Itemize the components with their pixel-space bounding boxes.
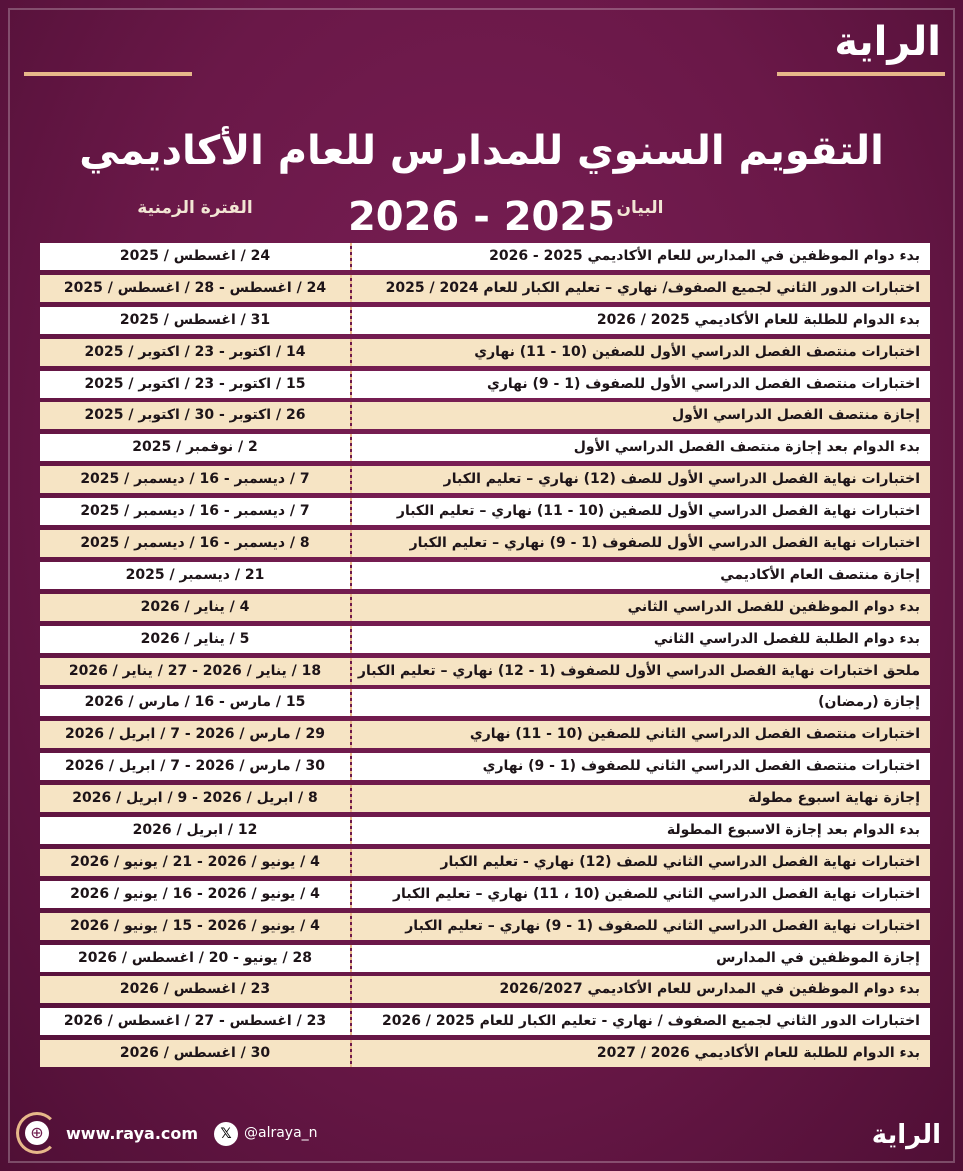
period-cell: 24 / اغسطس - 28 / اغسطس / 2025 xyxy=(40,275,350,302)
period-cell: 4 / يونيو / 2026 - 15 / يونيو / 2026 xyxy=(40,913,350,940)
table-row xyxy=(40,498,930,525)
top-accent-line-left xyxy=(24,72,192,76)
table-row xyxy=(40,913,930,940)
period-cell: 24 / اغسطس / 2025 xyxy=(40,243,350,270)
period-cell: 29 / مارس / 2026 - 7 / ابريل / 2026 xyxy=(40,721,350,748)
description-cell: بدء دوام الطلبة للفصل الدراسي الثاني xyxy=(352,626,930,653)
description-cell: اختبارات منتصف الفصل الدراسي الأول للصفوف (1 - 9) نهاري xyxy=(352,371,930,398)
description-cell: بدء دوام الموظفين للفصل الدراسي الثاني xyxy=(352,594,930,621)
period-cell: 15 / مارس - 16 / مارس / 2026 xyxy=(40,689,350,716)
description-cell: اختبارات نهاية الفصل الدراسي الأول للصفين (10 - 11) نهاري – تعليم الكبار xyxy=(352,498,930,525)
description-cell: اختبارات نهاية الفصل الدراسي الثاني للصف (12) نهاري - تعليم الكبار xyxy=(352,849,930,876)
period-cell: 12 / ابريل / 2026 xyxy=(40,817,350,844)
period-cell: 26 / اكتوبر - 30 / اكتوبر / 2025 xyxy=(40,402,350,429)
calendar-table xyxy=(40,243,930,1072)
description-cell: إجازة منتصف العام الأكاديمي xyxy=(352,562,930,589)
table-row xyxy=(40,1008,930,1035)
table-row xyxy=(40,339,930,366)
description-cell: بدء الدوام بعد إجازة منتصف الفصل الدراسي الأول xyxy=(352,434,930,461)
description-cell: بدء دوام الموظفين في المدارس للعام الأكاديمي 2026/2027 xyxy=(352,976,930,1003)
table-row xyxy=(40,753,930,780)
description-cell: إجازة منتصف الفصل الدراسي الأول xyxy=(352,402,930,429)
table-row xyxy=(40,594,930,621)
footer-logo-text: الراية xyxy=(871,1120,941,1150)
period-cell: 4 / يناير / 2026 xyxy=(40,594,350,621)
period-cell: 8 / ابريل / 2026 - 9 / ابريل / 2026 xyxy=(40,785,350,812)
period-cell: 18 / يناير / 2026 - 27 / يناير / 2026 xyxy=(40,658,350,685)
table-row xyxy=(40,466,930,493)
table-row xyxy=(40,562,930,589)
period-cell: 23 / اغسطس / 2026 xyxy=(40,976,350,1003)
description-cell: إجازة الموظفين في المدارس xyxy=(352,945,930,972)
period-cell: 31 / اغسطس / 2025 xyxy=(40,307,350,334)
period-cell: 7 / ديسمبر - 16 / ديسمبر / 2025 xyxy=(40,498,350,525)
table-row xyxy=(40,434,930,461)
description-cell: بدء الدوام بعد إجازة الاسبوع المطولة xyxy=(352,817,930,844)
description-cell: اختبارات الدور الثاني لجميع الصفوف/ نهاري – تعليم الكبار للعام 2024 / 2025 xyxy=(352,275,930,302)
description-cell: اختبارات نهاية الفصل الدراسي الثاني للصفوف (1 - 9) نهاري – تعليم الكبار xyxy=(352,913,930,940)
description-cell: اختبارات منتصف الفصل الدراسي الثاني للصفوف (1 - 9) نهاري xyxy=(352,753,930,780)
description-cell: بدء دوام الموظفين في المدارس للعام الأكاديمي 2025 - 2026 xyxy=(352,243,930,270)
description-cell: اختبارات منتصف الفصل الدراسي الثاني للصفين (10 - 11) نهاري xyxy=(352,721,930,748)
globe-icon: ⊕ xyxy=(16,1112,58,1154)
period-cell: 30 / مارس / 2026 - 7 / ابريل / 2026 xyxy=(40,753,350,780)
table-row xyxy=(40,817,930,844)
table-row xyxy=(40,275,930,302)
description-cell: بدء الدوام للطلبة للعام الأكاديمي 2026 / 2027 xyxy=(352,1040,930,1067)
table-row xyxy=(40,530,930,557)
table-row xyxy=(40,849,930,876)
brand-logo xyxy=(819,18,941,66)
description-cell: اختبارات الدور الثاني لجميع الصفوف / نهاري - تعليم الكبار للعام 2025 / 2026 xyxy=(352,1008,930,1035)
brand-logo-text: الراية xyxy=(834,19,941,65)
table-row xyxy=(40,976,930,1003)
description-cell: إجازة (رمضان) xyxy=(352,689,930,716)
period-cell: 5 / يناير / 2026 xyxy=(40,626,350,653)
header-description: البيان xyxy=(616,198,664,218)
website-link[interactable]: www.raya.com xyxy=(66,1124,199,1143)
period-cell: 4 / يونيو / 2026 - 21 / يونيو / 2026 xyxy=(40,849,350,876)
description-cell: بدء الدوام للطلبة للعام الأكاديمي 2025 / 2026 xyxy=(352,307,930,334)
description-cell: اختبارات منتصف الفصل الدراسي الأول للصفين (10 - 11) نهاري xyxy=(352,339,930,366)
period-cell: 30 / اغسطس / 2026 xyxy=(40,1040,350,1067)
x-logo-icon[interactable]: 𝕏 xyxy=(214,1122,238,1146)
period-cell: 21 / ديسمبر / 2025 xyxy=(40,562,350,589)
period-cell: 4 / يونيو / 2026 - 16 / يونيو / 2026 xyxy=(40,881,350,908)
top-accent-line-right xyxy=(777,72,945,76)
period-cell: 8 / ديسمبر - 16 / ديسمبر / 2025 xyxy=(40,530,350,557)
table-row xyxy=(40,371,930,398)
table-row xyxy=(40,689,930,716)
table-row xyxy=(40,243,930,270)
description-cell: ملحق اختبارات نهاية الفصل الدراسي الأول للصفوف (1 - 12) نهاري – تعليم الكبار xyxy=(352,658,930,685)
table-row xyxy=(40,1040,930,1067)
social-handle[interactable]: @alraya_n xyxy=(244,1125,318,1141)
description-cell: اختبارات نهاية الفصل الدراسي الثاني للصفين (10 ، 11) نهاري – تعليم الكبار xyxy=(352,881,930,908)
table-row xyxy=(40,785,930,812)
period-cell: 23 / اغسطس - 27 / اغسطس / 2026 xyxy=(40,1008,350,1035)
table-row xyxy=(40,881,930,908)
description-cell: اختبارات نهاية الفصل الدراسي الأول للصف (12) نهاري – تعليم الكبار xyxy=(352,466,930,493)
table-row xyxy=(40,402,930,429)
period-cell: 14 / اكتوبر - 23 / اكتوبر / 2025 xyxy=(40,339,350,366)
page-title: التقويم السنوي للمدارس للعام الأكاديمي 2025 - 2026 xyxy=(79,128,884,240)
table-row xyxy=(40,307,930,334)
table-row xyxy=(40,945,930,972)
table-row xyxy=(40,658,930,685)
description-cell: اختبارات نهاية الفصل الدراسي الأول للصفوف (1 - 9) نهاري – تعليم الكبار xyxy=(352,530,930,557)
period-cell: 2 / نوفمبر / 2025 xyxy=(40,434,350,461)
period-cell: 28 / يونيو - 20 / اغسطس / 2026 xyxy=(40,945,350,972)
header-period: الفترة الزمنية xyxy=(137,198,253,218)
period-cell: 15 / اكتوبر - 23 / اكتوبر / 2025 xyxy=(40,371,350,398)
table-row xyxy=(40,721,930,748)
description-cell: إجازة نهاية اسبوع مطولة xyxy=(352,785,930,812)
table-row xyxy=(40,626,930,653)
period-cell: 7 / ديسمبر - 16 / ديسمبر / 2025 xyxy=(40,466,350,493)
